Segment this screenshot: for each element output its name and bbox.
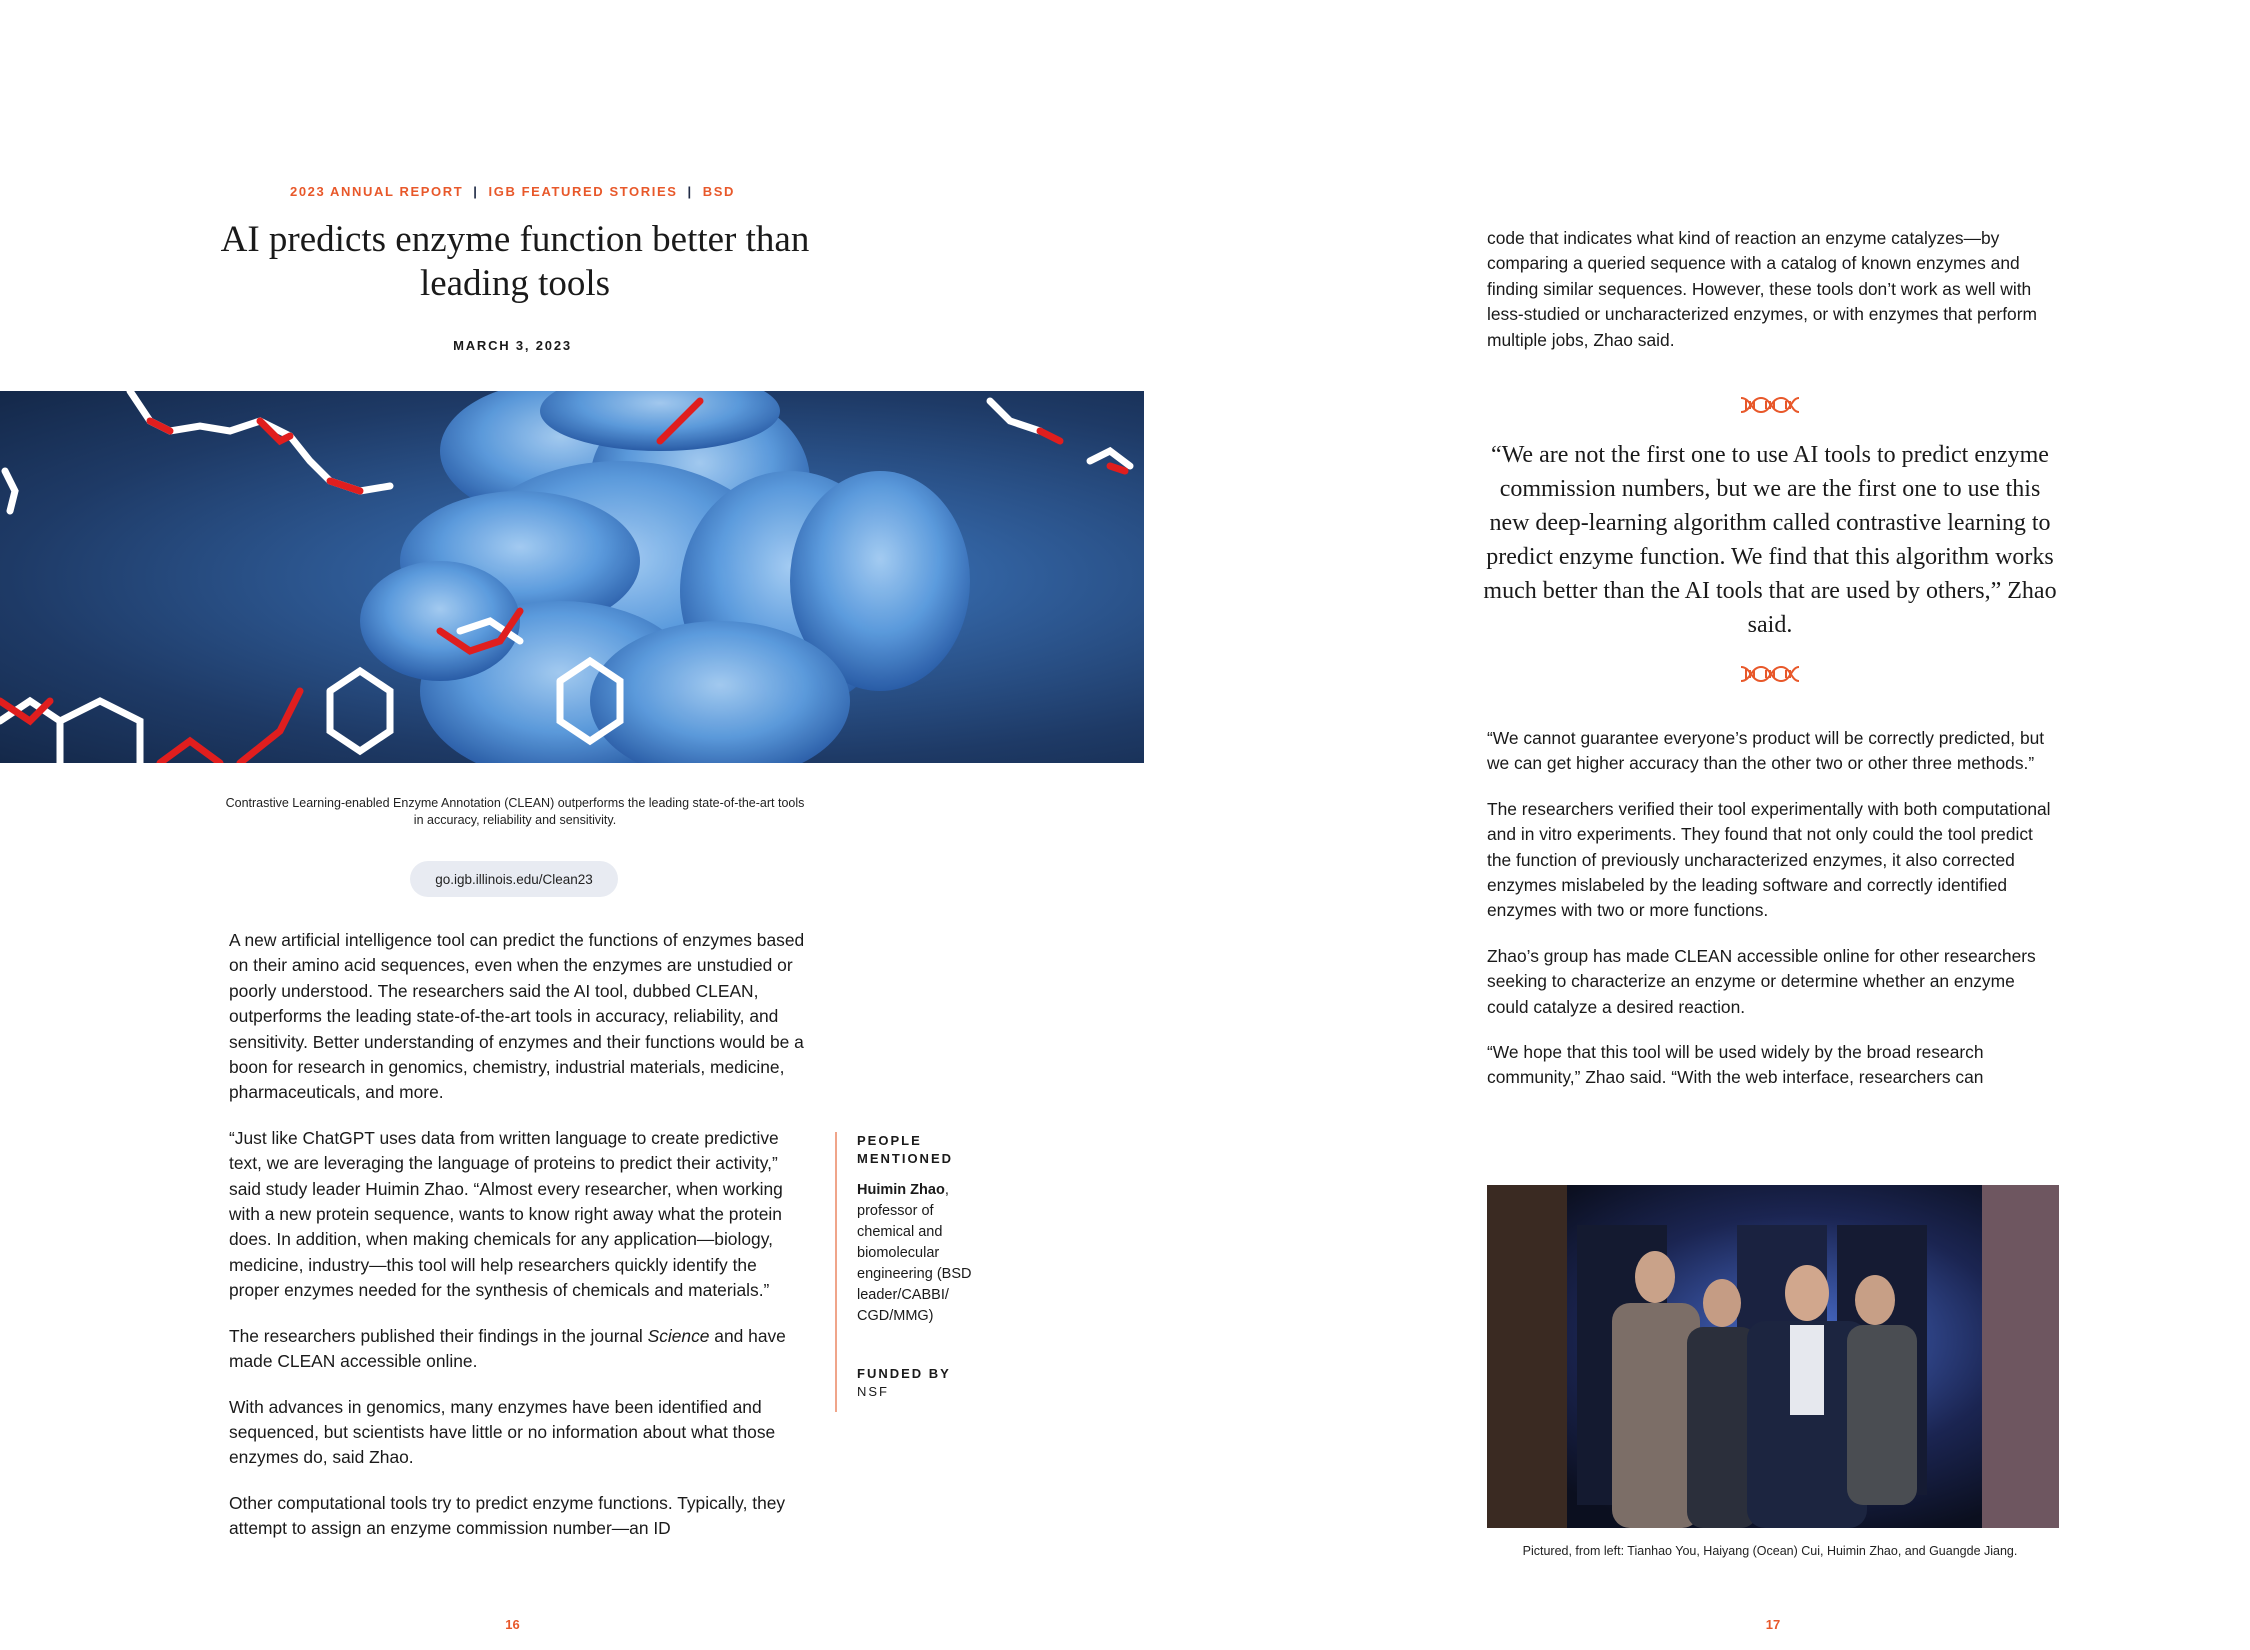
kicker-separator: | — [473, 184, 479, 199]
dna-icon — [1739, 396, 1801, 414]
kicker-separator: | — [687, 184, 693, 199]
right-body — [1487, 726, 2057, 1111]
paragraph: “We cannot guarantee everyone’s product will be correctly predicted, but we can get higher accuracy than the other two or other three methods.” — [1487, 728, 2045, 774]
person-name: Huimin Zhao — [857, 1182, 945, 1198]
dna-icon — [1739, 665, 1801, 683]
pull-quote: “We are not the first one to use AI tools to predict enzyme commission numbers, but we are the first one to use this new deep-learning algorithm called contrastive learning to predict enzyme function. We find that this algorithm works much better than the AI tools that are used by others,” Zhao said. — [1483, 442, 2057, 638]
people-heading-line: MENTIONED — [857, 1151, 953, 1166]
journal-name: Science — [647, 1325, 710, 1346]
paragraph — [229, 1324, 807, 1375]
left-body — [229, 928, 807, 1562]
people-sidebar — [835, 1132, 985, 1412]
section-kicker — [0, 184, 1025, 199]
paragraph: “Just like ChatGPT uses data from written language to create predictive text, we are leveraging the language of proteins to predict their activity,” said study leader Huimin Zhao. “Almost every researcher, when working with a new protein sequence, wants to know right away what the protein does. In addition, when making chemicals for any application—biology, medicine, industry—this tool will help researchers quickly identify the proper enzymes needed for the synthesis of chemicals and materials.” — [229, 1127, 783, 1301]
paragraph: Zhao’s group has made CLEAN accessible online for other researchers seeking to characterize an enzyme or determine whether an enzyme could catalyze a desired reaction. — [1487, 945, 2036, 1017]
paragraph: “We hope that this tool will be used widely by the broad research community,” Zhao said. “With the web interface, researchers can — [1487, 1042, 1984, 1088]
story-link-pill[interactable]: go.igb.illinois.edu/Clean23 — [410, 861, 618, 897]
article-title: AI predicts enzyme function better than leading tools — [220, 219, 810, 304]
researchers-photo — [1487, 1185, 2059, 1528]
enzyme-illustration — [0, 391, 1144, 763]
person-title: , professor of chemical and biomolecular engineering (BSD leader/CABBI/ CGD/MMG) — [857, 1182, 972, 1324]
group-photo — [1487, 1185, 2059, 1528]
kicker-featured-stories: IGB FEATURED STORIES — [488, 184, 678, 199]
paragraph: With advances in genomics, many enzymes have been identified and sequenced, but scientists have little or no information about what those enzymes do, said Zhao. — [229, 1396, 776, 1468]
people-heading-line: PEOPLE — [857, 1133, 922, 1148]
funded-by-value: NSF — [857, 1384, 889, 1399]
hero-caption: Contrastive Learning-enabled Enzyme Annotation (CLEAN) outperforms the leading state-of-the-art tools in accuracy, reliability and sensitivity. — [225, 796, 805, 827]
paragraph: Other computational tools try to predict enzyme functions. Typically, they attempt to assign an enzyme commission number—an ID — [229, 1492, 786, 1539]
article-date: MARCH 3, 2023 — [453, 338, 572, 353]
right-intro — [1487, 226, 2057, 373]
hero-image — [0, 391, 1144, 763]
person-entry — [857, 1180, 985, 1327]
paragraph: code that indicates what kind of reaction an enzyme catalyzes—by comparing a queried sequence with a catalog of known enzymes and finding similar sequences. However, these tools don’t work as well with less-studied or uncharacterized enzymes, or with enzymes that perform multiple jobs, Zhao said. — [1487, 228, 2037, 350]
paragraph-text: and have made CLEAN accessible online. — [229, 1325, 786, 1372]
paragraph: The researchers verified their tool experimentally with both computational and in vitro experiments. They found that not only could the tool predict the function of previously uncharacterized enzymes, it also corrected enzymes mislabeled by the leading software and correctly identified enzymes with two or more functions. — [1487, 798, 2051, 921]
people-heading — [857, 1132, 985, 1168]
kicker-annual-report: 2023 ANNUAL REPORT — [289, 184, 464, 199]
page-number-left: 16 — [505, 1617, 520, 1632]
kicker-bsd: BSD — [702, 184, 735, 199]
paragraph: A new artificial intelligence tool can predict the functions of enzymes based on their amino acid sequences, even when the enzymes are unstudied or poorly understood. The researchers said the AI tool, dubbed CLEAN, outperforms the leading state-of-the-art tools in accuracy, reliability, and sensitivity. Better understanding of enzymes and their functions would be a boon for research in genomics, chemistry, industrial materials, medicine, pharmaceuticals, and more. — [229, 930, 805, 1103]
paragraph-text: The researchers published their findings in the journal — [229, 1325, 648, 1346]
page-number-right: 17 — [1765, 1617, 1781, 1632]
funded-by-heading: FUNDED BY — [857, 1366, 951, 1381]
photo-caption: Pictured, from left: Tianhao You, Haiyang (Ocean) Cui, Huimin Zhao, and Guangde Jiang. — [1522, 1544, 2018, 1558]
